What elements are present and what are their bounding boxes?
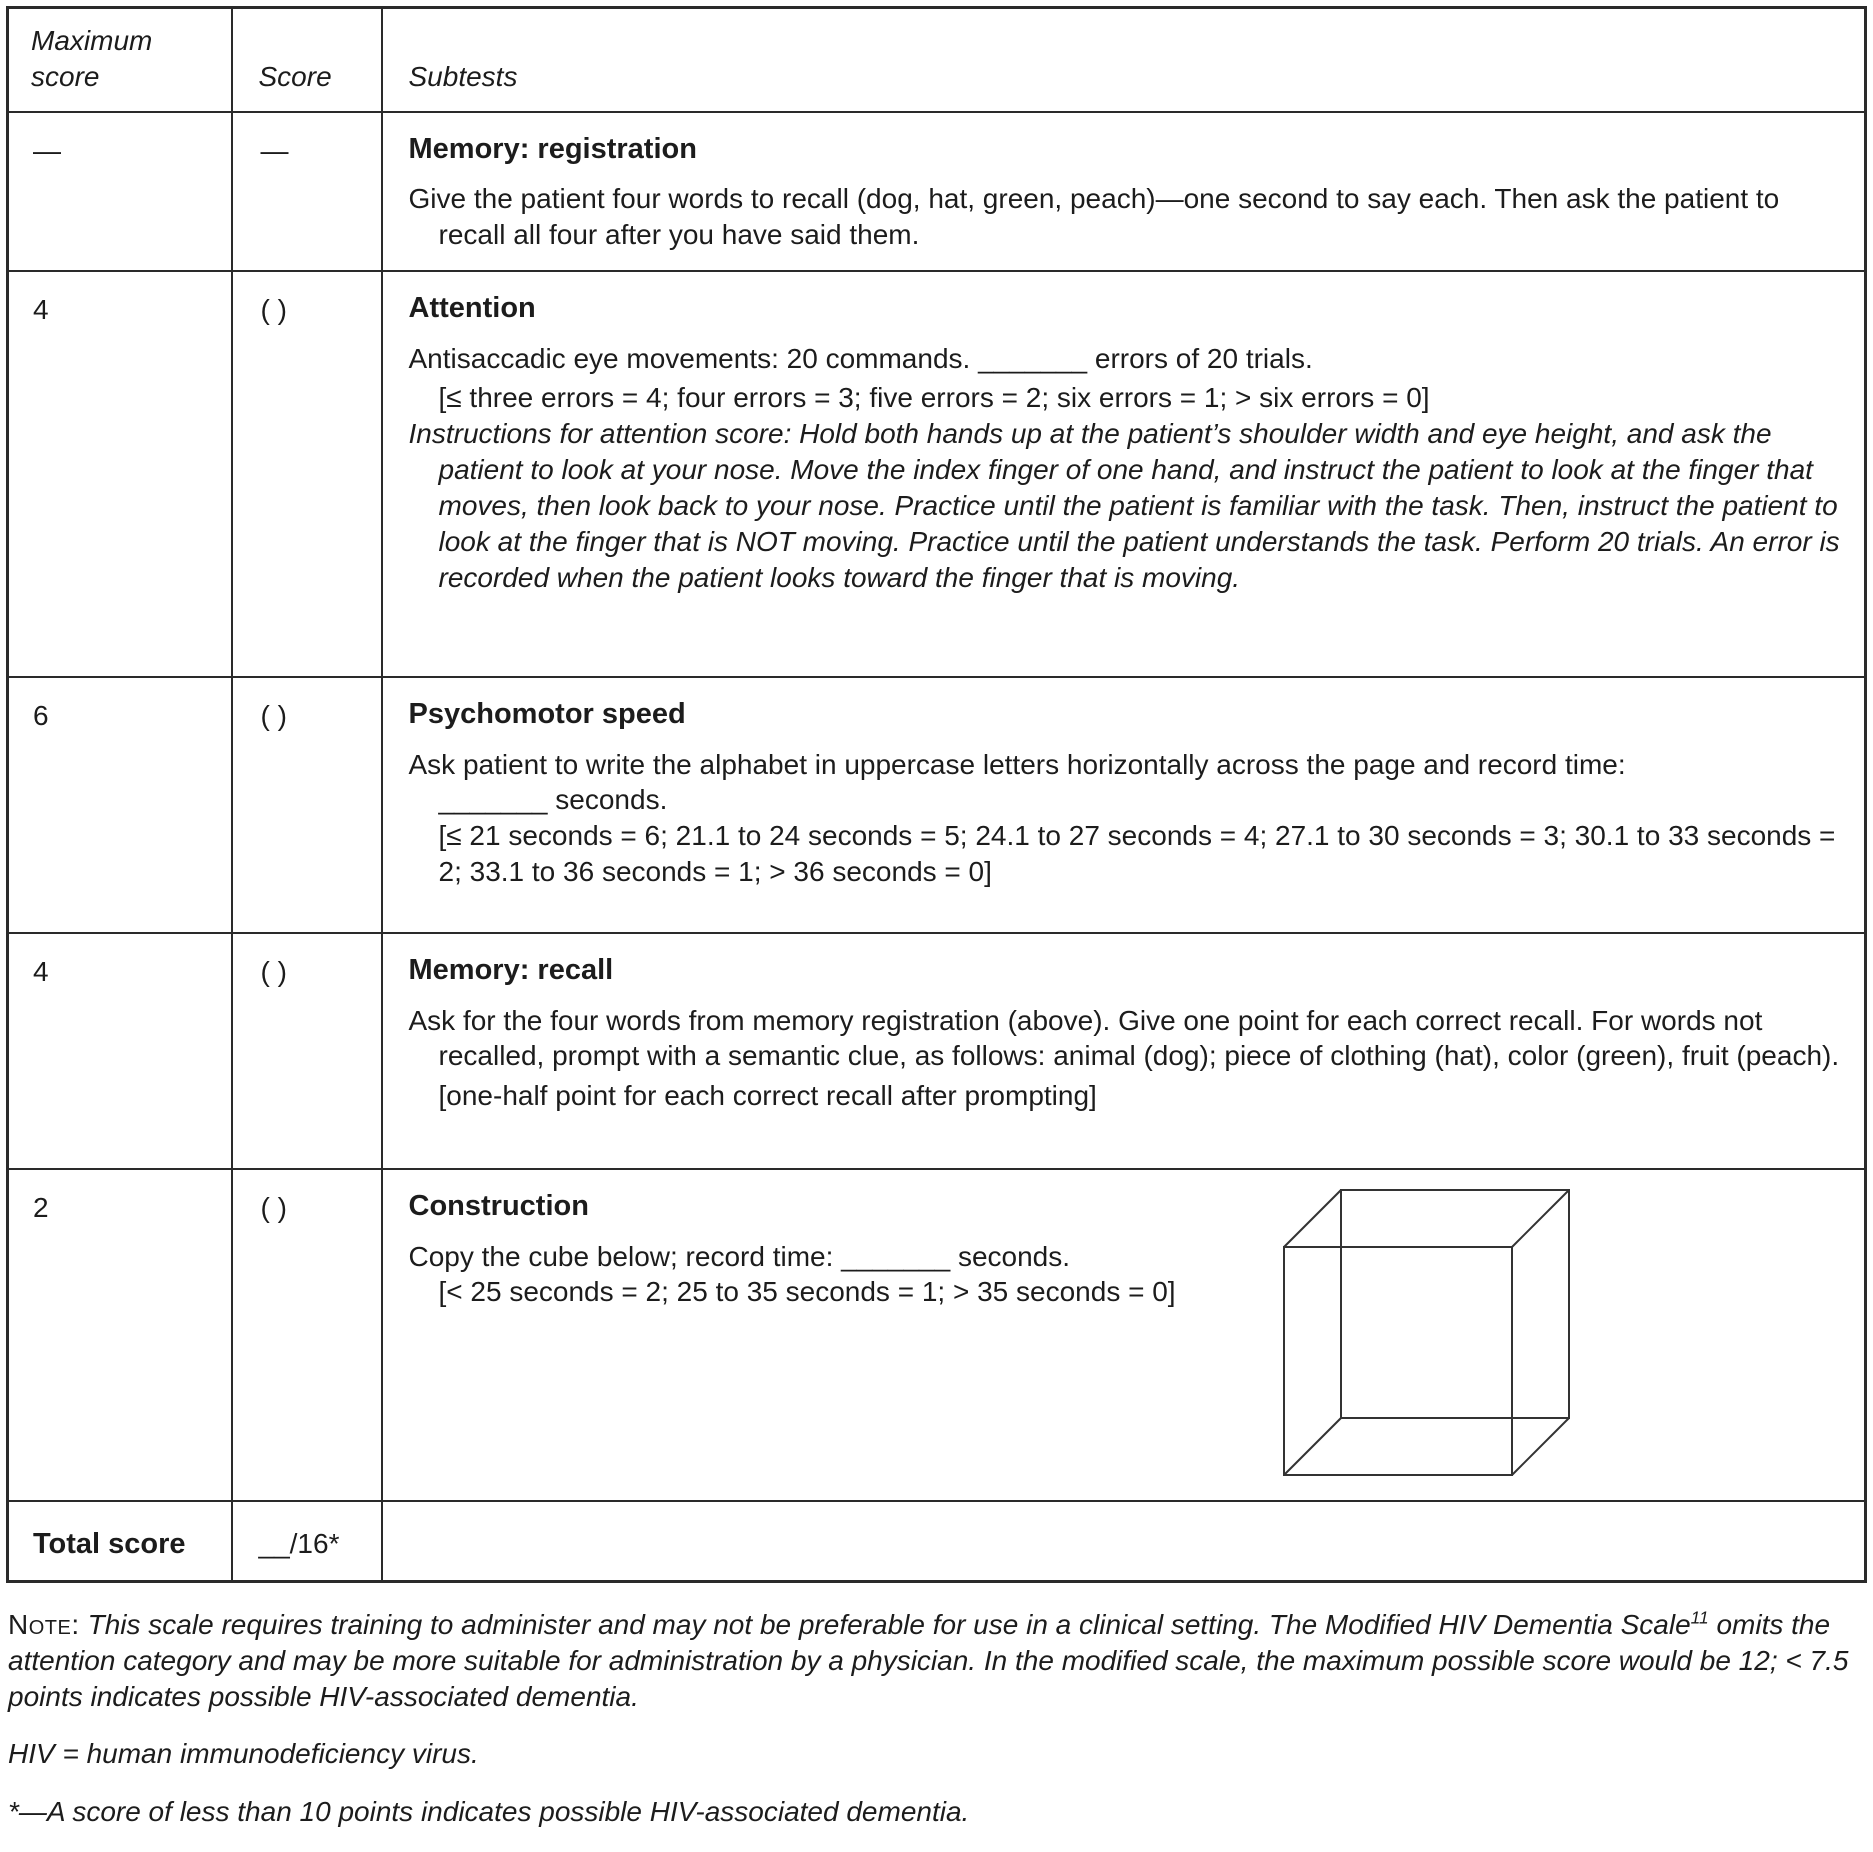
subtest-title-construction: Construction (408, 1190, 589, 1223)
score-blank: ( ) (232, 933, 382, 1169)
max-score-value: 4 (8, 271, 232, 677)
abbreviation-note: HIV = human immunodeficiency virus. (8, 1738, 479, 1770)
subtest-description: Ask patient to write the alphabet in uppercase letters horizontally across the page and record time: (408, 748, 1626, 780)
table-header-row (8, 8, 1866, 112)
attention-instructions: Instructions for attention score: Hold both hands up at the patient’s shoulder width and eye height, and ask the patient to look at your nose. Move the index finger of one hand, and instruct the patient to look at the finger that moves, then look back to your nose. Practice until the patient is familiar with the task. Then, instruct the patient to look at the finger that is NOT moving. Practice until the patient understands the task. Perform 20 trials. An error is recorded when the patient looks toward the finger that is moving. (408, 418, 1840, 593)
subtest-description: Ask for the four words from memory registration (above). Give one point for each correct recall. For words not recalled, prompt with a semantic clue, as follows: animal (dog); piece of clothing (hat), color (green), fruit (peach). (408, 1004, 1840, 1072)
table-row-attention (8, 271, 1866, 677)
scoring-key: [≤ 21 seconds = 6; 21.1 to 24 seconds = 5; 24.1 to 27 seconds = 4; 27.1 to 30 seconds = 3; 30.1 to 33 seconds = 2; 33.1 to 36 seconds = 1; > 36 seconds = 0] (438, 820, 1836, 888)
table-row-total-score (8, 1501, 1866, 1581)
score-blank: ( ) (232, 677, 382, 933)
max-score-value: 6 (8, 677, 232, 933)
score-blank: ( ) (232, 271, 382, 677)
note-text-part1: This scale requires training to administer and may not be preferable for use in a clinical setting. The Modified HIV Dementia Scale (87, 1608, 1691, 1640)
scoring-key: [≤ three errors = 4; four errors = 3; five errors = 2; six errors = 1; > six errors = 0] (438, 382, 1430, 414)
max-score-value: 2 (8, 1169, 232, 1501)
header-maximum-score: Maximum score (8, 8, 232, 112)
scoring-key: [< 25 seconds = 2; 25 to 35 seconds = 1; > 35 seconds = 0] (438, 1276, 1176, 1308)
subtest-title-memory-registration: Memory: registration (408, 132, 697, 165)
table-row-memory-registration (8, 112, 1866, 272)
hiv-dementia-scale-table (6, 6, 1867, 1583)
asterisk-footnote: *—A score of less than 10 points indicates possible HIV-associated dementia. (8, 1796, 970, 1828)
time-blank-line: _______ seconds. (438, 784, 668, 816)
note-label: Note: (8, 1608, 80, 1640)
header-score: Score (232, 8, 382, 112)
subtest-description: Antisaccadic eye movements: 20 commands. _______ errors of 20 trials. (408, 342, 1313, 374)
max-score-value: — (8, 112, 232, 272)
table-row-memory-recall (8, 933, 1866, 1169)
empty-cell (382, 1501, 1866, 1581)
citation-superscript: 11 (1690, 1607, 1709, 1628)
table-row-psychomotor-speed (8, 677, 1866, 933)
subtest-title-memory-recall: Memory: recall (408, 954, 614, 987)
score-blank: ( ) (232, 1169, 382, 1501)
total-score-label: Total score (8, 1501, 232, 1581)
subtest-title-attention: Attention (408, 292, 536, 325)
subtest-description: Copy the cube below; record time: _______ seconds. (408, 1240, 1071, 1272)
subtest-title-psychomotor-speed: Psychomotor speed (408, 698, 686, 731)
scoring-key: [one-half point for each correct recall after prompting] (438, 1080, 1097, 1112)
note-text-part2: omits the attention category and may be more suitable for administration by a physician. In the modified scale, the maximum possible score would be 12; < 7.5 points indicates possible HIV-associated dementia. (8, 1608, 1849, 1712)
score-value: — (232, 112, 382, 272)
table-row-construction (8, 1169, 1866, 1501)
total-score-blank: __/16* (232, 1501, 382, 1581)
table-notes (6, 1583, 1872, 1830)
max-score-value: 4 (8, 933, 232, 1169)
cube-figure (1282, 1186, 1572, 1480)
table-note (8, 1607, 1868, 1714)
header-subtests: Subtests (382, 8, 1866, 112)
subtest-description: Give the patient four words to recall (dog, hat, green, peach)—one second to say each. Then ask the patient to recall all four after you have said them. (408, 182, 1780, 250)
